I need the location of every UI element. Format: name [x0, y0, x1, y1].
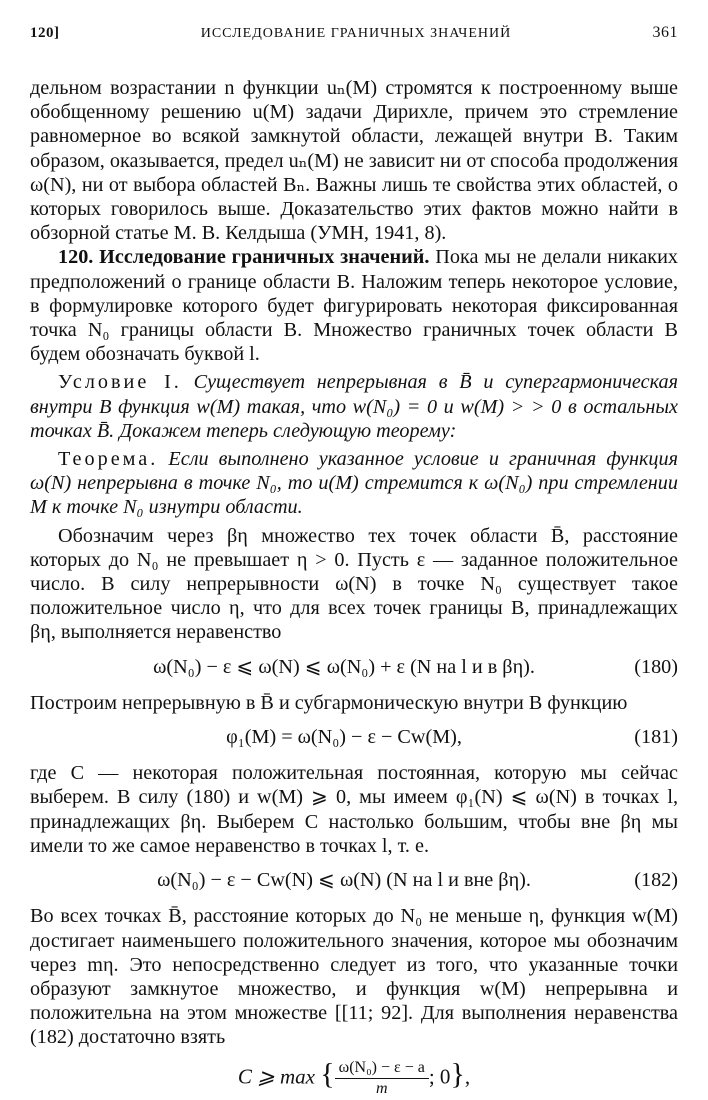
paragraph-section-120	[30, 245, 678, 366]
right-brace: }	[450, 1056, 465, 1090]
equation-181-number: (181)	[634, 726, 678, 749]
running-header	[30, 24, 678, 54]
equation-180-number: (180)	[634, 655, 678, 678]
equation-182-number: (182)	[634, 869, 678, 892]
theorem-label: Теорема.	[58, 448, 159, 471]
condition-text: Существует непрерывная в B̄ и супергармоническая внутри B функция w(M) такая, что w(N₀) = 0 и w(M) > > 0 в остальных точках B̄. Докажем теперь следующую теорему:	[30, 371, 679, 442]
section-number: 120]	[30, 25, 60, 41]
equation-181-formula: φ₁(M) = ω(N₀) − ε − Cw(M),	[226, 726, 462, 749]
paragraph-constant: где C — некоторая положительная постоянная, которую мы сейчас выберем. В силу (180) и w(M) ⩾ 0, мы имеем φ₁(N) ⩽ ω(N) в точках l, принадлежащих βη. Выберем C настолько большим, чтобы вне βη мы имели то же самое неравенство в точках l, т. е.	[30, 762, 678, 857]
page-number: 361	[652, 24, 678, 41]
equation-182-formula: ω(N₀) − ε − Cw(N) ⩽ ω(N) (N на l и вне βη).	[157, 869, 531, 892]
fraction	[335, 1058, 429, 1099]
equation-180	[30, 655, 678, 679]
final-formula-end: ,	[464, 1063, 471, 1088]
page-body	[30, 76, 678, 1099]
section-intro-text: Пока мы не делали никаких предположений о границе области B. Наложим теперь некоторое условие, в формулировке которого будет фигурировать некоторая фиксированная точка N₀ границы области B. Множество граничных точек области B будем обозначать буквой l.	[30, 246, 678, 366]
running-title: ИССЛЕДОВАНИЕ ГРАНИЧНЫХ ЗНАЧЕНИЙ	[200, 26, 512, 41]
equation-181	[30, 725, 678, 749]
paragraph-construct: Построим непрерывную в B̄ и субгармоническую внутри B функцию	[30, 691, 628, 714]
paragraph-continuation: дельном возрастании n функции uₙ(M) стромятся к построенному выше обобщенному решению u(M) задачи Дирихле, причем это стремление равномерное во всякой замкнутой области, лежащей внутри B. Таким образом, оказывается, предел uₙ(M) не зависит ни от способа продолжения ω(N), ни от выбора областей Bₙ. Важны лишь те свойства этих областей, о которых говорилось выше. Доказательство этих фактов можно найти в обзорной статье М. В. Келдыша (УМН, 1941, 8).	[30, 77, 678, 245]
paragraph-condition	[30, 370, 678, 443]
fraction-denominator: m	[375, 1079, 388, 1097]
final-formula-lhs: C ⩾ max	[237, 1063, 315, 1088]
paragraph-proof: Обозначим через βη множество тех точек области B̄, расстояние которых до N₀ не превышает η > 0. Пусть ε — заданное положительное число. В силу непрерывности ω(N) в точке N₀ существует такое положительное число η, что для всех точек границы B, принадлежащих βη, выполняется неравенство	[30, 524, 678, 644]
paragraph-final: Во всех точках B̄, расстояние которых до N₀ не меньше η, функция w(M) достигает наименьшего положительного значения, которое мы обозначим через mη. Это непосредственно следует из того, что указанные точки образуют замкнутое множество, и функция w(M) непрерывна и положительна на этом множестве [[11; 92]. Для выполнения неравенства (182) достаточно взять	[30, 905, 678, 1049]
condition-label: Условие I.	[58, 371, 182, 394]
left-brace: {	[320, 1056, 335, 1090]
final-formula	[30, 1058, 678, 1099]
equation-182	[30, 868, 678, 892]
paragraph-theorem	[30, 447, 678, 520]
theorem-text: Если выполнено указанное условие и граничная функция ω(N) непрерывна в точке N₀, то u(M) стремится к ω(N₀) при стремлении M к точке N₀ изнутри области.	[30, 448, 678, 519]
fraction-numerator: ω(N₀) − ε − a	[335, 1058, 429, 1079]
final-formula-tail: ; 0	[428, 1063, 451, 1088]
equation-180-formula: ω(N₀) − ε ⩽ ω(N) ⩽ ω(N₀) + ε (N на l и в βη).	[153, 655, 535, 678]
section-heading: 120. Исследование граничных значений.	[58, 246, 430, 269]
